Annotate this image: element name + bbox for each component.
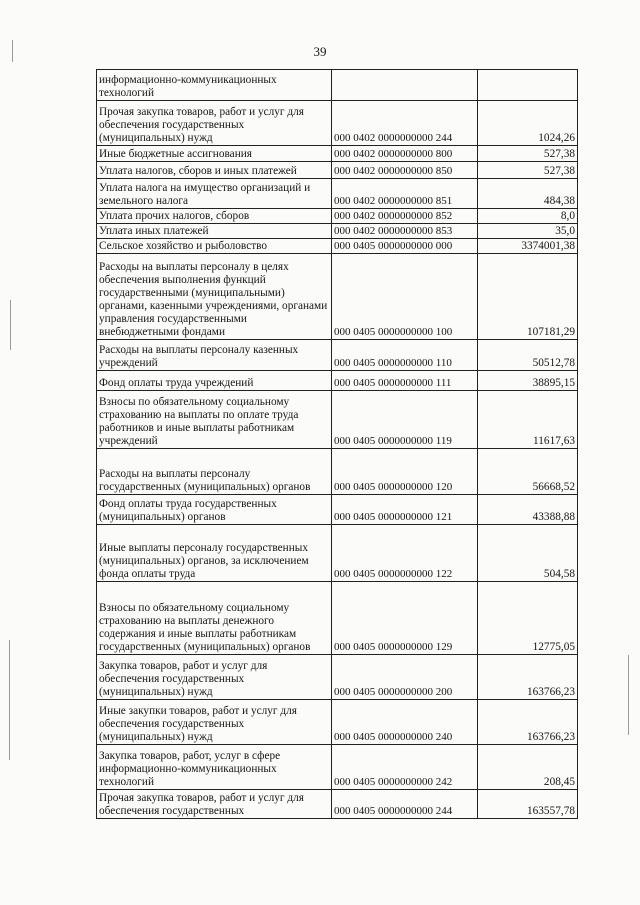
row-code: 000 0405 0000000000 111 (332, 371, 478, 391)
row-code: 000 0402 0000000000 850 (332, 162, 478, 179)
row-code: 000 0402 0000000000 244 (332, 101, 478, 146)
row-code: 000 0402 0000000000 852 (332, 209, 478, 224)
row-sum: 35,0 (478, 224, 578, 239)
row-sum: 56668,52 (478, 449, 578, 495)
table-row (97, 655, 578, 700)
row-sum: 504,58 (478, 525, 578, 582)
row-name: Фонд оплаты труда государственных (муниципальных) органов (97, 495, 332, 525)
row-name: информационно-коммуникационных технологий (97, 70, 332, 101)
table-row (97, 391, 578, 449)
row-sum: 3374001,38 (478, 239, 578, 254)
table-row (97, 700, 578, 745)
row-sum: 1024,26 (478, 101, 578, 146)
row-name: Закупка товаров, работ, услуг в сфере информационно-коммуникационных технологий (97, 745, 332, 790)
row-name: Взносы по обязательному социальному страхованию на выплаты денежного содержания и иные выплаты работникам государственных (муниципальных) органов (97, 582, 332, 655)
row-code: 000 0402 0000000000 851 (332, 179, 478, 209)
row-sum (478, 70, 578, 101)
row-name: Закупка товаров, работ и услуг для обеспечения государственных (муниципальных) нужд (97, 655, 332, 700)
row-name: Прочая закупка товаров, работ и услуг для обеспечения государственных (97, 790, 332, 819)
row-code: 000 0405 0000000000 242 (332, 745, 478, 790)
row-sum: 163766,23 (478, 700, 578, 745)
row-code: 000 0405 0000000000 200 (332, 655, 478, 700)
row-sum: 208,45 (478, 745, 578, 790)
table-row (97, 146, 578, 162)
row-name: Иные выплаты персоналу государственных (муниципальных) органов, за исключением фонда оплаты труда (97, 525, 332, 582)
row-code: 000 0405 0000000000 100 (332, 254, 478, 340)
row-name: Расходы на выплаты персоналу в целях обеспечения выполнения функций государственными (муниципальными) органами, казенными учреждениями, органами управления государственными внебюджетными фондами (97, 254, 332, 340)
row-code: 000 0405 0000000000 121 (332, 495, 478, 525)
row-sum: 38895,15 (478, 371, 578, 391)
table-row (97, 340, 578, 371)
row-code: 000 0405 0000000000 119 (332, 391, 478, 449)
table-row (97, 495, 578, 525)
row-code: 000 0405 0000000000 244 (332, 790, 478, 819)
row-code: 000 0405 0000000000 110 (332, 340, 478, 371)
table-row (97, 790, 578, 819)
row-code: 000 0405 0000000000 122 (332, 525, 478, 582)
row-sum: 12775,05 (478, 582, 578, 655)
row-sum: 163766,23 (478, 655, 578, 700)
row-sum: 43388,88 (478, 495, 578, 525)
scan-edge-mark (9, 640, 10, 760)
row-name: Фонд оплаты труда учреждений (97, 371, 332, 391)
row-sum: 484,38 (478, 179, 578, 209)
table-row (97, 582, 578, 655)
row-code: 000 0405 0000000000 240 (332, 700, 478, 745)
table-row (97, 101, 578, 146)
budget-table (96, 69, 578, 819)
row-sum: 163557,78 (478, 790, 578, 819)
row-name: Иные бюджетные ассигнования (97, 146, 332, 162)
table-row (97, 162, 578, 179)
row-name: Уплата прочих налогов, сборов (97, 209, 332, 224)
row-code: 000 0402 0000000000 800 (332, 146, 478, 162)
row-name: Уплата налога на имущество организаций и земельного налога (97, 179, 332, 209)
row-code (332, 70, 478, 101)
table-row (97, 209, 578, 224)
row-name: Иные закупки товаров, работ и услуг для обеспечения государственных (муниципальных) нужд (97, 700, 332, 745)
row-name: Уплата иных платежей (97, 224, 332, 239)
table-row (97, 70, 578, 101)
row-name: Взносы по обязательному социальному страхованию на выплаты по оплате труда работников и иные выплаты работникам учреждений (97, 391, 332, 449)
table-row (97, 254, 578, 340)
row-code: 000 0405 0000000000 000 (332, 239, 478, 254)
row-sum: 11617,63 (478, 391, 578, 449)
table-row (97, 239, 578, 254)
row-code: 000 0405 0000000000 129 (332, 582, 478, 655)
row-sum: 50512,78 (478, 340, 578, 371)
row-code: 000 0402 0000000000 853 (332, 224, 478, 239)
row-name: Сельское хозяйство и рыболовство (97, 239, 332, 254)
row-sum: 8,0 (478, 209, 578, 224)
table-row (97, 179, 578, 209)
row-name: Уплата налогов, сборов и иных платежей (97, 162, 332, 179)
scan-edge-mark (10, 300, 11, 350)
scan-edge-mark (628, 655, 629, 735)
row-name: Расходы на выплаты персоналу государственных (муниципальных) органов (97, 449, 332, 495)
row-name: Прочая закупка товаров, работ и услуг для обеспечения государственных (муниципальных) нужд (97, 101, 332, 146)
table-row (97, 525, 578, 582)
table-row (97, 224, 578, 239)
page-number: 39 (313, 44, 327, 59)
row-name: Расходы на выплаты персоналу казенных учреждений (97, 340, 332, 371)
table-row (97, 371, 578, 391)
row-sum: 107181,29 (478, 254, 578, 340)
table-row (97, 745, 578, 790)
row-sum: 527,38 (478, 162, 578, 179)
row-sum: 527,38 (478, 146, 578, 162)
row-code: 000 0405 0000000000 120 (332, 449, 478, 495)
table-row (97, 449, 578, 495)
